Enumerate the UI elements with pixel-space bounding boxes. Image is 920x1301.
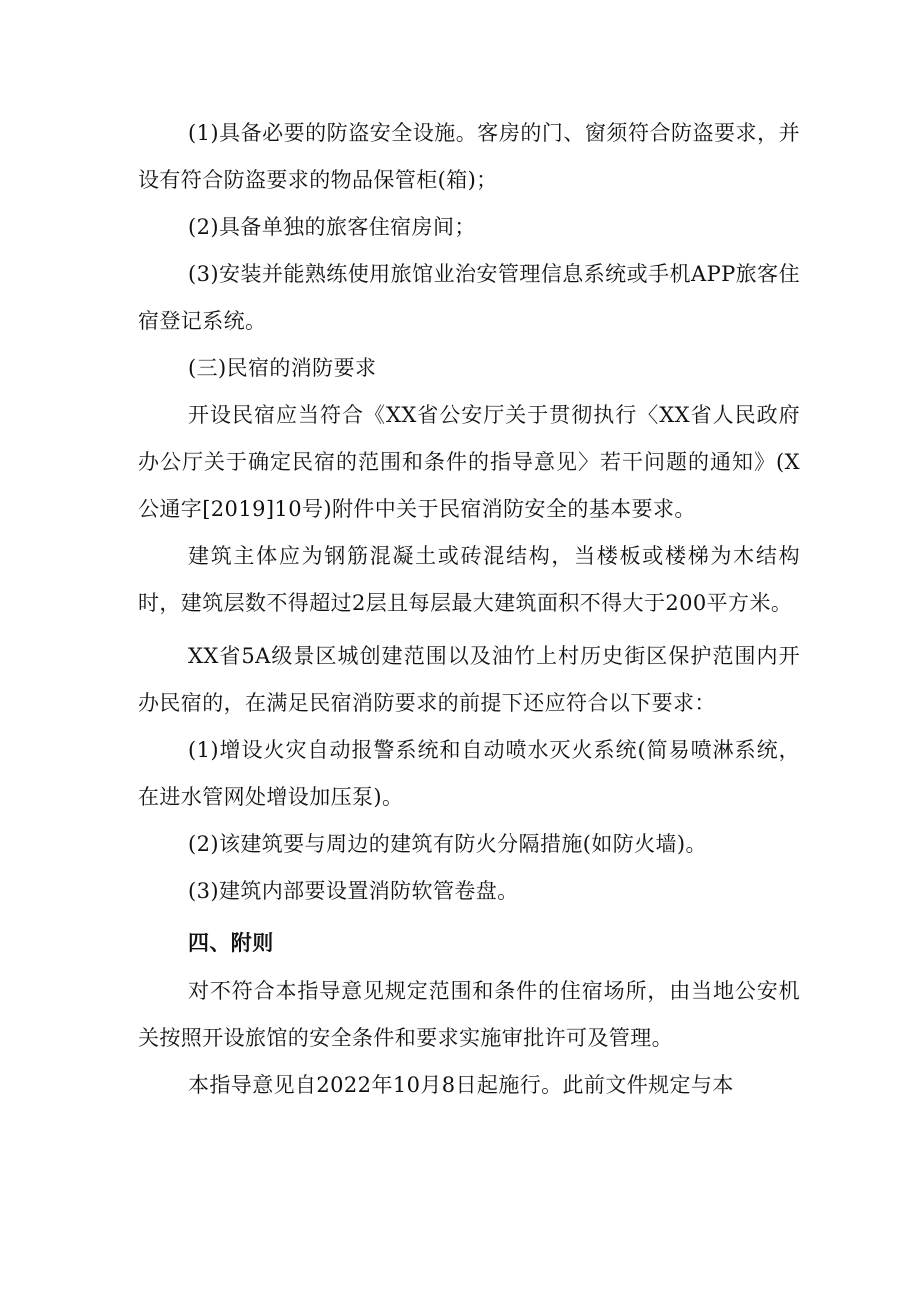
paragraph-fire-basic-requirements: 开设民宿应当符合《XX省公安厅关于贯彻执行〈XX省人民政府办公厅关于确定民宿的范围和条件的指导意见〉若干问题的通知》(X公通字[2019]10号)附件中关于民宿消防安全的基本要求。: [138, 403, 800, 521]
paragraph-registration-system: (3)安装并能熟练使用旅馆业治安管理信息系统或手机APP旅客住宿登记系统。: [138, 262, 800, 333]
paragraph-hose-reel: (3)建筑内部要设置消防软管卷盘。: [188, 879, 519, 903]
section-heading-appendix: 四、附则: [188, 931, 274, 955]
document-body: [138, 110, 800, 1109]
paragraph-nonconforming-premises: 对不符合本指导意见规定范围和条件的住宿场所，由当地公安机关按照开设旅馆的安全条件和要求实施审批许可及管理。: [138, 979, 800, 1050]
subheading-fire-requirements: (三)民宿的消防要求: [188, 356, 377, 380]
paragraph-fire-alarm-sprinkler: (1)增设火灾自动报警系统和自动喷水灭火系统(简易喷淋系统，在进水管网处增设加压泵)。: [138, 738, 800, 809]
paragraph-building-structure: 建筑主体应为钢筋混凝土或砖混结构，当楼板或楼梯为木结构时，建筑层数不得超过2层且每层最大建筑面积不得大于200平方米。: [138, 544, 800, 615]
paragraph-fire-separation: (2)该建筑要与周边的建筑有防火分隔措施(如防火墙)。: [188, 832, 707, 856]
paragraph-separate-rooms: (2)具备单独的旅客住宿房间；: [188, 215, 476, 239]
paragraph-scenic-area-requirements: XX省5A级景区城创建范围以及油竹上村历史街区保护范围内开办民宿的，在满足民宿消防要求的前提下还应符合以下要求：: [138, 644, 800, 715]
paragraph-anti-theft: (1)具备必要的防盗安全设施。客房的门、窗须符合防盗要求，并设有符合防盗要求的物品保管柜(箱)；: [138, 121, 800, 192]
paragraph-effective-date: 本指导意见自2022年10月8日起施行。此前文件规定与本: [188, 1073, 734, 1097]
